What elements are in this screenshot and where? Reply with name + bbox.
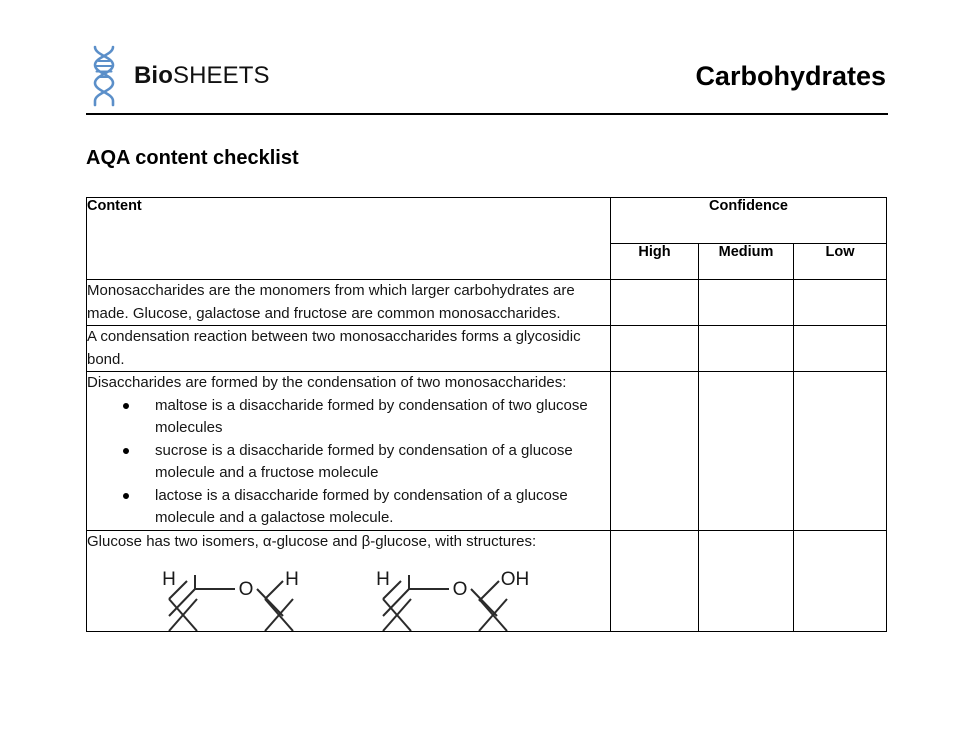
- column-header-high: High: [611, 244, 699, 280]
- bullet-list: [87, 395, 610, 530]
- table-row: [87, 326, 887, 372]
- list-item-label: sucrose is a disaccharide formed by condensation of a glucose molecule and a fructose molecule: [155, 441, 573, 481]
- section-heading: AQA content checklist: [86, 147, 299, 169]
- confidence-cell-high[interactable]: [611, 530, 699, 632]
- confidence-cell-high[interactable]: [611, 326, 699, 372]
- confidence-cell-low[interactable]: [794, 326, 887, 372]
- confidence-cell-medium[interactable]: [699, 326, 794, 372]
- confidence-cell-high[interactable]: [611, 280, 699, 326]
- content-cell: [87, 372, 611, 531]
- content-text: Glucose has two isomers, α-glucose and β-glucose, with structures:: [87, 532, 537, 550]
- confidence-cell-medium[interactable]: [699, 280, 794, 326]
- content-text: Disaccharides are formed by the condensation of two monosaccharides:: [87, 374, 567, 391]
- content-checklist-table: [86, 197, 887, 632]
- beta-glucose-structure: [383, 575, 507, 631]
- list-item: [87, 485, 610, 530]
- bullet-point-icon: [123, 448, 129, 454]
- brand-name-bold: Bio: [134, 62, 173, 89]
- table-header-row-1: [87, 198, 887, 244]
- content-cell: [87, 326, 611, 372]
- brand-name: [134, 62, 270, 90]
- column-header-confidence: Confidence: [611, 198, 887, 244]
- confidence-cell-medium[interactable]: [699, 530, 794, 632]
- alpha-label-o: O: [238, 579, 254, 600]
- content-text: A condensation reaction between two monosaccharides forms a glycosidic bond.: [87, 328, 581, 368]
- table-row: [87, 280, 887, 326]
- content-text: Monosaccharides are the monomers from which larger carbohydrates are made. Glucose, galactose and fructose are common monosaccharides.: [87, 282, 575, 322]
- column-header-content: Content: [87, 198, 611, 280]
- list-item: [87, 395, 610, 440]
- table-row: [87, 372, 887, 531]
- beta-label-oh-right: OH: [500, 569, 530, 590]
- confidence-cell-high[interactable]: [611, 372, 699, 531]
- confidence-cell-low[interactable]: [794, 530, 887, 632]
- list-item-label: lactose is a disaccharide formed by condensation of a glucose molecule and a galactose molecule.: [155, 486, 568, 526]
- table-row: [87, 530, 887, 632]
- column-header-medium: Medium: [699, 244, 794, 280]
- glucose-structures-figure: [87, 561, 610, 631]
- alpha-label-h-right: H: [285, 569, 299, 590]
- beta-label-h-left: H: [376, 569, 390, 590]
- confidence-cell-medium[interactable]: [699, 372, 794, 531]
- content-cell: [87, 280, 611, 326]
- bullet-point-icon: [123, 493, 129, 499]
- glucose-isomer-diagrams: [87, 561, 587, 631]
- list-item-label: maltose is a disaccharide formed by condensation of two glucose molecules: [155, 396, 588, 436]
- bullet-point-icon: [123, 403, 129, 409]
- header-divider: [86, 113, 888, 115]
- confidence-cell-low[interactable]: [794, 280, 887, 326]
- document-header: [86, 40, 888, 112]
- brand-name-light: SHEETS: [172, 62, 270, 89]
- column-header-low: Low: [794, 244, 887, 280]
- table-body: [87, 280, 887, 632]
- list-item: [87, 440, 610, 485]
- brand-logo-group: [86, 45, 270, 107]
- alpha-glucose-structure: [169, 575, 293, 631]
- dna-helix-icon: [86, 45, 122, 107]
- table-head: [87, 198, 887, 280]
- content-cell: [87, 530, 611, 632]
- confidence-cell-low[interactable]: [794, 372, 887, 531]
- beta-label-o: O: [452, 579, 468, 600]
- page-title: Carbohydrates: [695, 60, 886, 91]
- alpha-label-h-left: H: [162, 569, 176, 590]
